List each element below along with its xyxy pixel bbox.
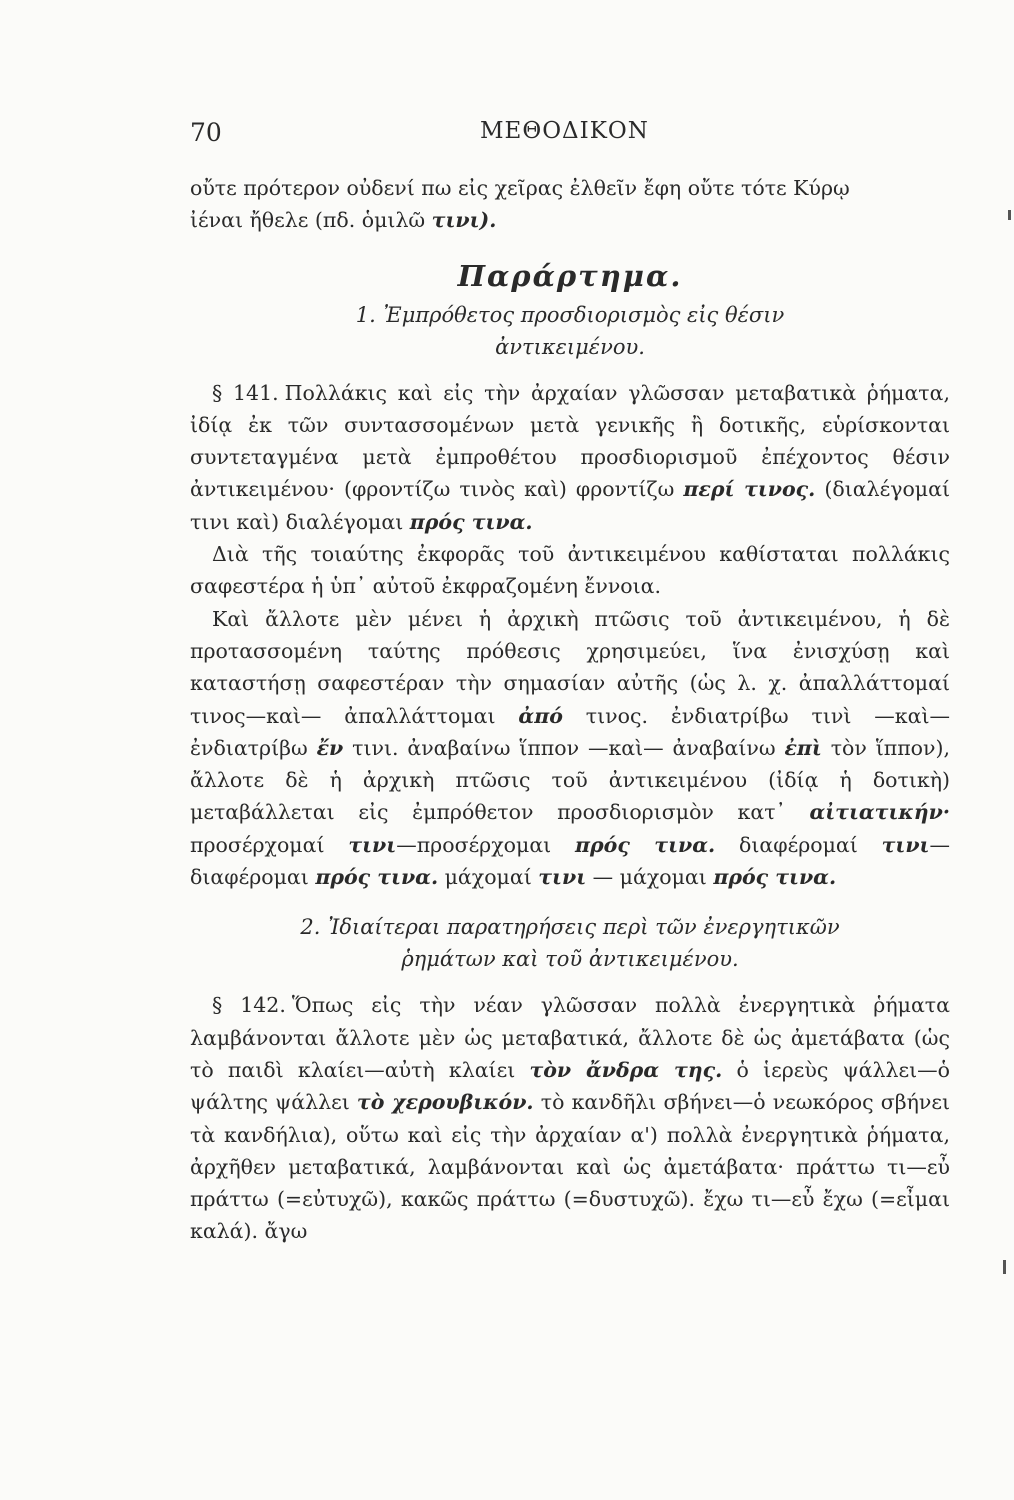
paragraph-dia: Διὰ τῆς τοιαύτης ἐκφορᾶς τοῦ ἀντικειμένου καθίσταται πολλάκις σαφεστέρα ἡ ὑπ᾽ αὐτοῦ ἐκφραζομένη ἔννοια.: [190, 542, 950, 599]
margin-mark: [1008, 210, 1011, 220]
intro-emphasis: τινι).: [431, 208, 497, 233]
page-number: 70: [190, 118, 222, 147]
page-body: [190, 172, 950, 1248]
section-mark-141: § 141.: [212, 380, 279, 405]
paragraph-141: § 141. Πολλάκις καὶ εἰς τὴν ἀρχαίαν γλῶσσαν μεταβατικὰ ῥήματα, ἰδίᾳ ἐκ τῶν συντασσομένων μετὰ γενικῆς ἢ δοτικῆς, εὑρίσκονται συντεταγμένα μετὰ ἐμπροθέτου προσδιορισμοῦ ἐπέχοντος θέσιν ἀντικειμένου· (φροντίζω τινὸς καὶ) φροντίζω περί τινος. (διαλέγομαί τινι καὶ) διαλέγομαι πρός τινα.: [190, 380, 951, 534]
page-header: [190, 118, 970, 158]
section-1-number: 1.: [355, 302, 376, 327]
margin-mark: [1003, 1260, 1006, 1274]
appendix-title: Παράρτημα.: [457, 258, 683, 293]
section-1-heading: [190, 299, 950, 363]
paragraph-142: § 142. Ὅπως εἰς τὴν νέαν γλῶσσαν πολλὰ ἐνεργητικὰ ῥήματα λαμβάνονται ἄλλοτε μὲν ὡς μεταβατικά, ἄλλοτε δὲ ὡς ἀμετάβατα (ὡς τὸ παιδὶ κλαίει—αὐτὴ κλαίει τὸν ἄνδρα της. ὁ ἱερεὺς ψάλλει—ὁ ψάλτης ψάλλει τὸ χερουβικόν. τὸ κανδῆλι σβήνει—ὁ νεωκόρος σβήνει τὰ κανδήλια), οὕτω καὶ εἰς τὴν ἀρχαίαν α') πολλὰ ἐνεργητικὰ ῥήματα, ἀρχῆθεν μεταβατικά, λαμβάνονται καὶ ὡς ἀμετάβατα· πράττω τι—εὖ πράττω (=εὐτυχῶ), κακῶς πράττω (=δυστυχῶ). ἔχω τι—εὖ ἔχω (=εἶμαι καλά). ἄγω: [190, 993, 950, 1244]
section-1-title-line-1: Ἐμπρόθετος προσδιορισμὸς εἰς θέσιν: [383, 302, 785, 327]
intro-paragraph: [190, 172, 950, 237]
paragraph-kai: Καὶ ἄλλοτε μὲν μένει ἡ ἀρχικὴ πτῶσις τοῦ ἀντικειμένου, ἡ δὲ προτασσομένη ταύτης πρόθεσις χρησιμεύει, ἵνα ἐνισχύσῃ καὶ καταστήσῃ σαφεστέραν τὴν σημασίαν αὐτῆς (ὡς λ. χ. ἀπαλλάττομαί τινος—καὶ— ἀπαλλάττομαι ἀπό τινος. ἐνδιατρίβω τινὶ —καὶ— ἐνδιατρίβω ἔν τινι. ἀναβαίνω ἵππον —καὶ— ἀναβαίνω ἐπὶ τὸν ἵππον), ἄλλοτε δὲ ἡ ἀρχικὴ πτῶσις τοῦ ἀντικειμένου (ἰδίᾳ ἡ δοτικὴ) μεταβάλλεται εἰς ἐμπρόθετον προσδιορισμὸν κατ᾽ αἰτιατικήν· προσέρχομαί τινι—προσέρχομαι πρός τινα. διαφέρομαί τινι—διαφέρομαι πρός τινα. μάχομαί τινι — μάχομαι πρός τινα.: [190, 606, 951, 890]
section-2-number: 2.: [300, 915, 321, 940]
section-2-heading: [190, 911, 950, 975]
running-title: ΜΕΘΟΔΙΚΟΝ: [480, 118, 649, 144]
intro-line-2: ἰέναι ἤθελε (πδ. ὁμιλῶ: [190, 208, 432, 233]
intro-line-1: οὔτε πρότερον οὐδενί πω εἰς χεῖρας ἐλθεῖν ἔφη οὔτε τότε Κύρῳ: [190, 176, 850, 200]
section-2-title-line-1: Ἰδιαίτεραι παρατηρήσεις περὶ τῶν ἐνεργητικῶν: [328, 915, 840, 940]
section-mark-142: § 142.: [212, 993, 286, 1018]
section-2-title-line-2: ῥημάτων καὶ τοῦ ἀντικειμένου.: [401, 947, 739, 972]
section-1-title-line-2: ἀντικειμένου.: [495, 334, 645, 359]
